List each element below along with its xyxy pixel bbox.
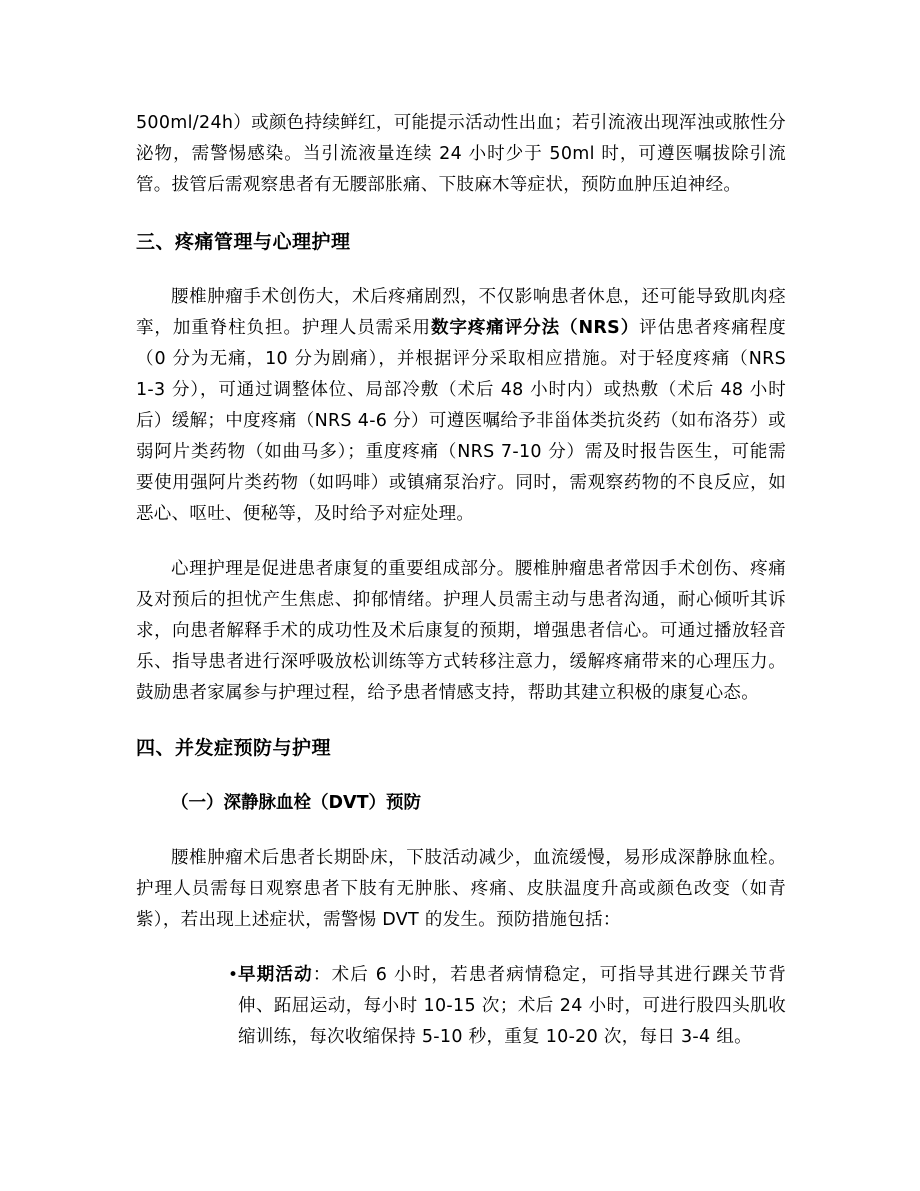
paragraph-dvt: 腰椎肿瘤术后患者长期卧床，下肢活动减少，血流缓慢，易形成深静脉血栓。护理人员需每日观察患者下肢有无肿胀、疼痛、皮肤温度升高或颜色改变（如青紫），若出现上述症状，需警惕 DVT 的发生。预防措施包括： <box>136 848 786 930</box>
paragraph-psych-care: 心理护理是促进患者康复的重要组成部分。腰椎肿瘤患者常因手术创伤、疼痛及对预后的担忧产生焦虑、抑郁情绪。护理人员需主动与患者沟通，耐心倾听其诉求，向患者解释手术的成功性及术后康复的预期，增强患者信心。可通过播放轻音乐、指导患者进行深呼吸放松训练等方式转移注意力，缓解疼痛带来的心理压力。鼓励患者家属参与护理过程，给予患者情感支持，帮助其建立积极的康复心态。 <box>136 559 786 703</box>
bullet-icon: • <box>228 965 239 985</box>
pain-text-nrs: 数字疼痛评分法（NRS） <box>430 318 640 338</box>
bullet-body: ：术后 6 小时，若患者病情稳定，可指导其进行踝关节背伸、跖屈运动，每小时 10-15 次；术后 24 小时，可进行股四头肌收缩训练，每次收缩保持 5-10 秒，重复 10-20 次，每日 3-4 组。 <box>238 965 787 1047</box>
section-heading-complications: 四、并发症预防与护理 <box>136 737 332 759</box>
subsection-heading-dvt: （一）深静脉血栓（DVT）预防 <box>171 793 422 813</box>
bullet-bold-label: 早期活动 <box>238 965 313 985</box>
document-page <box>136 108 786 1053</box>
bullet-text <box>222 960 786 1053</box>
paragraph-drainage: 500ml/24h）或颜色持续鲜红，可能提示活动性出血；若引流液出现浑浊或脓性分泌物，需警惕感染。当引流液量连续 24 小时少于 50ml 时，可遵医嘱拔除引流管。拔管后需观察患者有无腰部胀痛、下肢麻木等症状，预防血肿压迫神经。 <box>136 113 786 195</box>
pain-text-b: 评估患者疼痛程度（0 分为无痛，10 分为剧痛），并根据评分采取相应措施。对于轻度疼痛（NRS 1-3 分），可通过调整体位、局部冷敷（术后 48 小时内）或热敷（术后 48 小时后）缓解；中度疼痛（NRS 4-6 分）可遵医嘱给予非甾体类抗炎药（如布洛芬）或弱阿片类药物（如曲马多）；重度疼痛（NRS 7-10 分）需及时报告医生，可能需要使用强阿片类药物（如吗啡）或镇痛泵治疗。同时，需观察药物的不良反应，如恶心、呕吐、便秘等，及时给予对症处理。 <box>136 318 787 524</box>
pain-text-a: 腰椎肿瘤手术创伤大，术后疼痛剧烈，不仅影响患者休息，还可能导致肌肉痉挛，加重脊柱负担。护理人员需采用 <box>136 287 786 338</box>
section-heading-pain-psych: 三、疼痛管理与心理护理 <box>136 231 351 253</box>
list-item-early-activity <box>136 960 786 1053</box>
paragraph-pain-management <box>136 282 786 530</box>
